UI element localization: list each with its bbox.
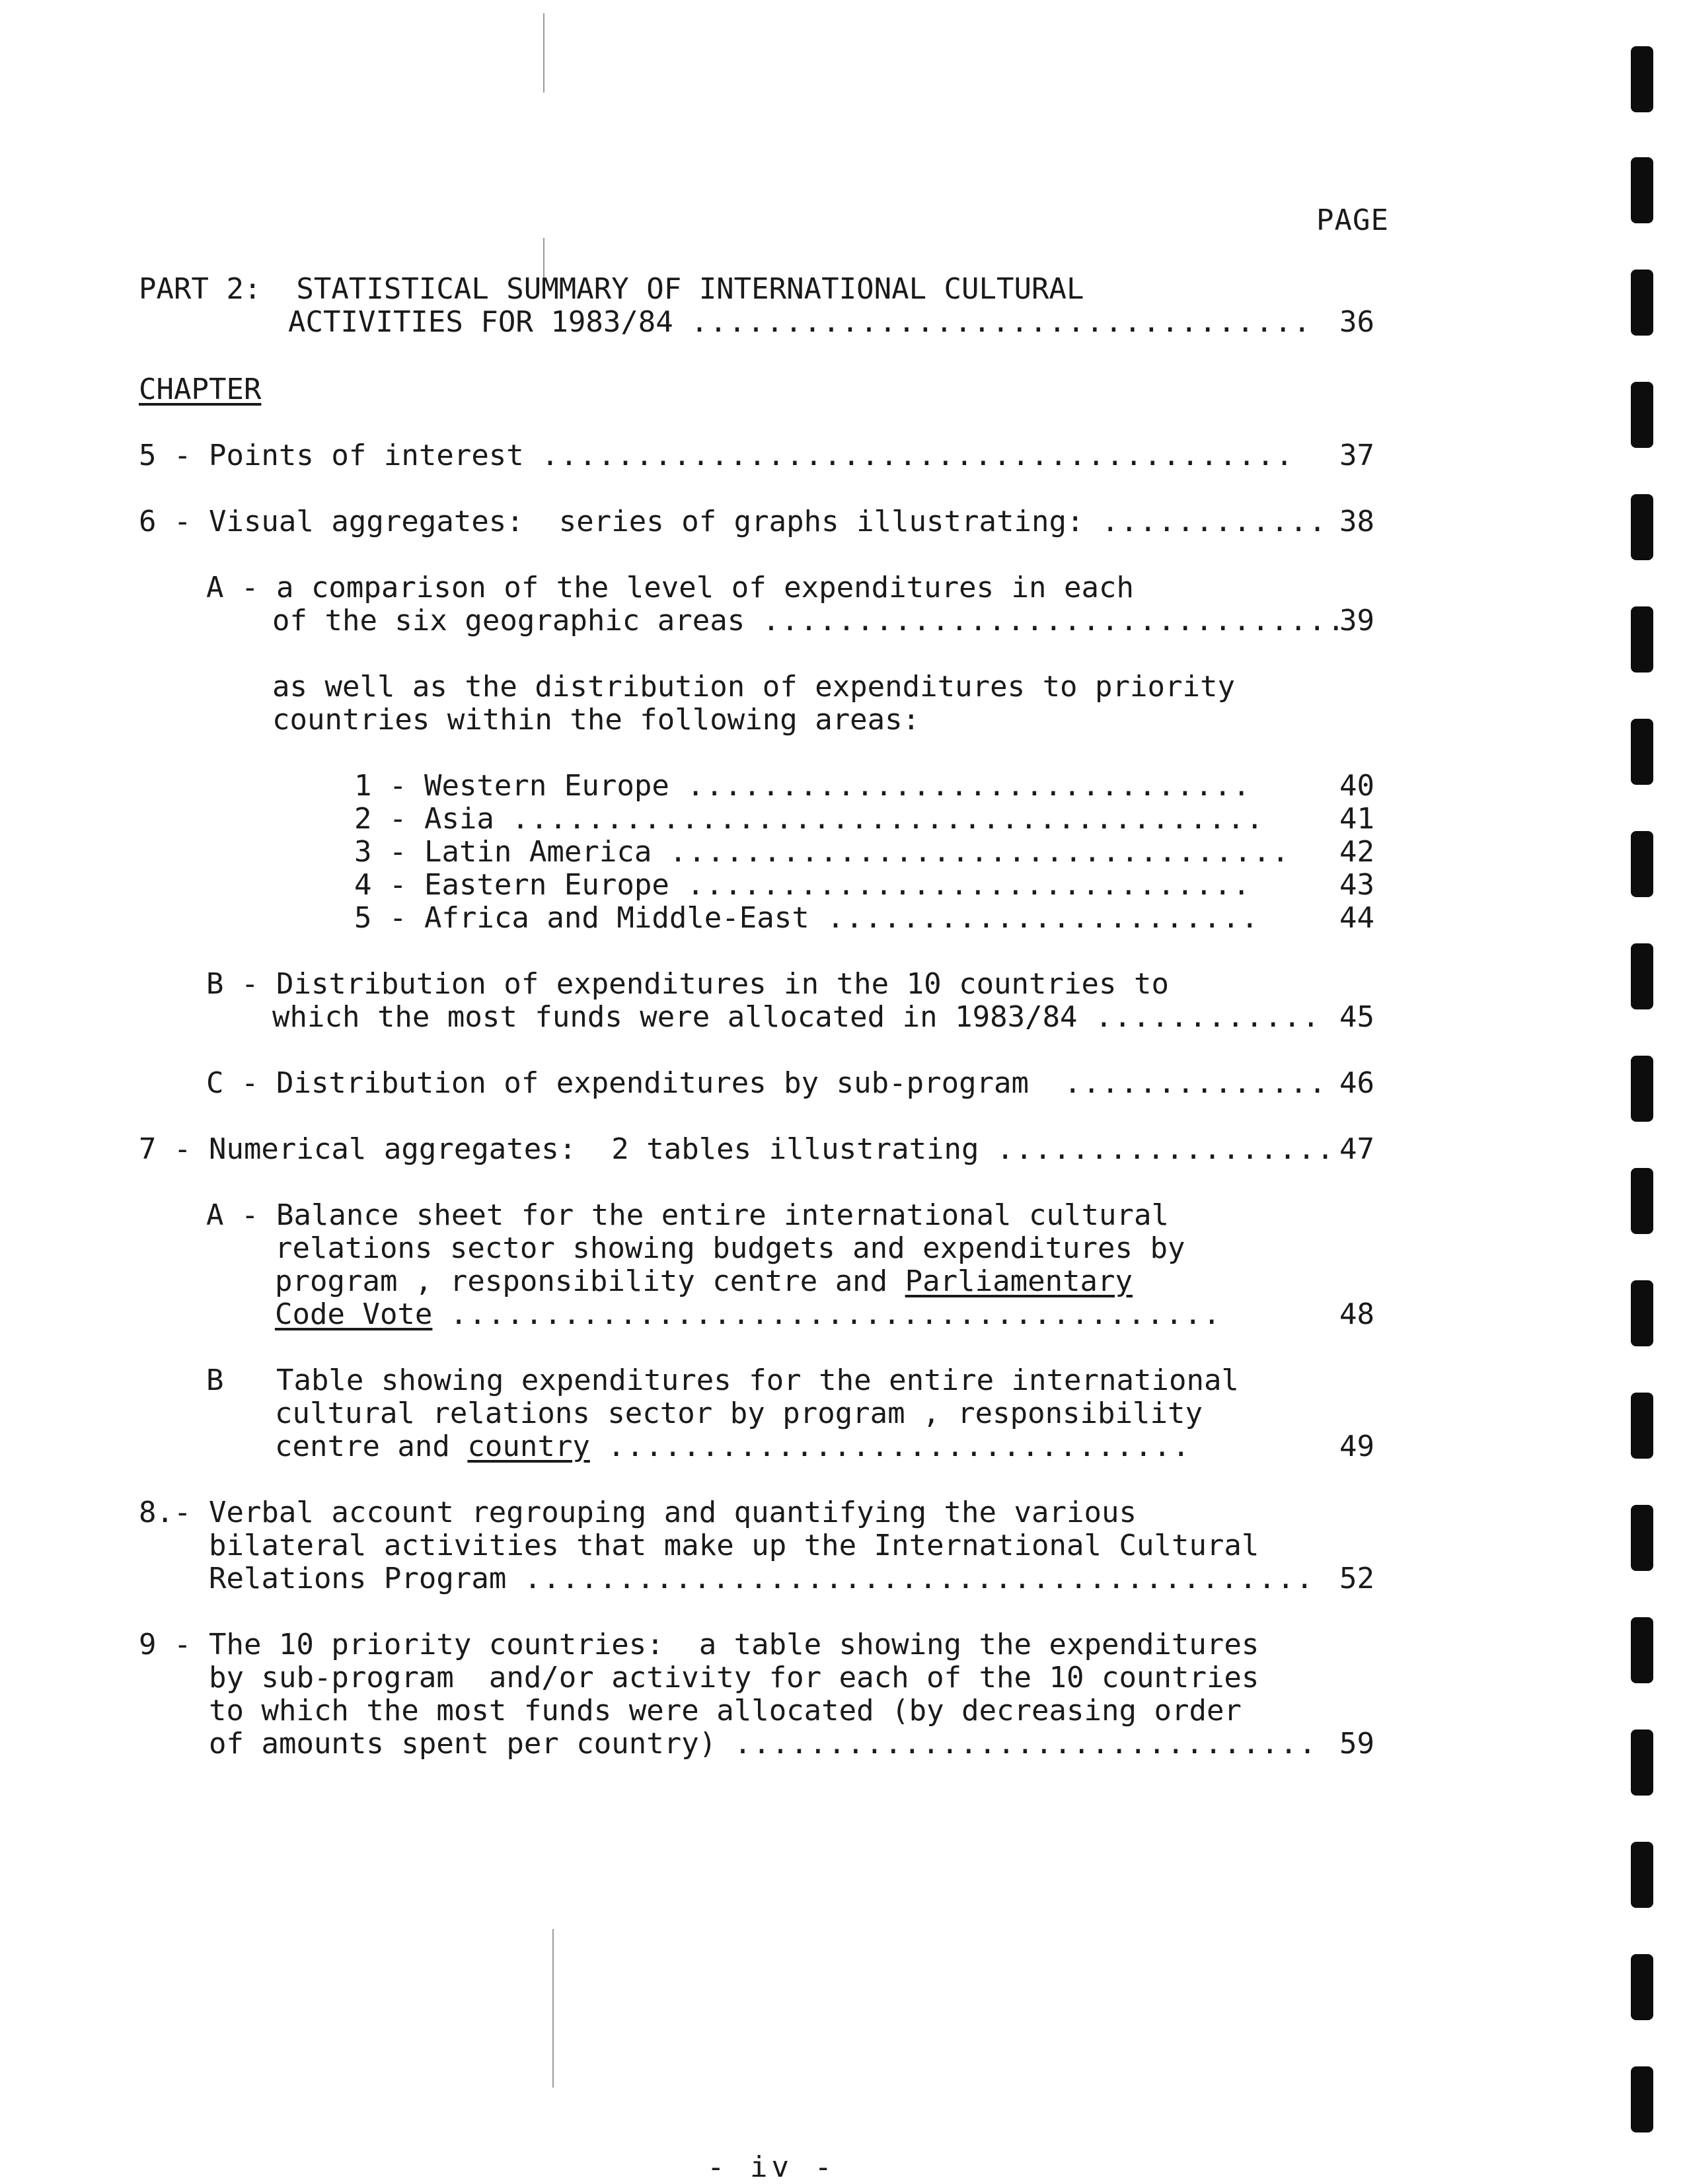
page-column-heading: PAGE: [1316, 203, 1389, 237]
binder-hole: [1631, 606, 1653, 673]
toc-subentry-line: which the most funds were allocated in 1983/84 ............: [272, 1000, 1321, 1034]
toc-page-number: 46: [1339, 1066, 1374, 1100]
toc-page-number: 45: [1339, 1000, 1374, 1034]
binder-hole: [1631, 46, 1653, 112]
toc-page-number: 44: [1339, 901, 1374, 935]
toc-page-number: 37: [1339, 439, 1374, 472]
binder-hole: [1631, 1505, 1653, 1571]
toc-area-entry: 5 - Africa and Middle-East .......................: [354, 901, 1260, 935]
toc-page-number: 48: [1339, 1297, 1374, 1331]
toc-subentry-line: B - Distribution of expenditures in the 10 countries to: [206, 967, 1169, 1001]
toc-entry: 9 - The 10 priority countries: a table showing the expenditures: [139, 1628, 1259, 1661]
toc-page-number: 59: [1339, 1727, 1374, 1761]
toc-subentry-line: centre and country ...............................: [275, 1430, 1191, 1463]
toc-subentry-line: B Table showing expenditures for the entire international: [206, 1364, 1239, 1397]
binder-hole: [1631, 270, 1653, 336]
toc-entry: 8.- Verbal account regrouping and quantifying the various: [139, 1496, 1137, 1529]
toc-page-number: 43: [1339, 868, 1374, 902]
binder-hole: [1631, 1729, 1653, 1796]
binder-hole: [1631, 1617, 1653, 1683]
toc-page-number: 41: [1339, 802, 1374, 836]
toc-subentry-line: cultural relations sector by program , responsibility: [275, 1397, 1203, 1430]
toc-page-number: 52: [1339, 1562, 1374, 1595]
toc-page-number: 49: [1339, 1430, 1374, 1463]
toc-subentry-line: countries within the following areas:: [272, 703, 920, 737]
toc-entry-line: Relations Program ..........................................: [209, 1562, 1315, 1595]
toc-page-number: 38: [1339, 505, 1374, 538]
binder-hole: [1631, 1393, 1653, 1459]
toc-subentry-line: relations sector showing budgets and expenditures by: [275, 1231, 1185, 1265]
parliamentary-underlined: Parliamentary: [905, 1264, 1133, 1298]
toc-subentry-line: program , responsibility centre and Parliamentary: [275, 1264, 1133, 1298]
binder-hole: [1631, 1280, 1653, 1346]
toc-area-entry: 4 - Eastern Europe ..............................: [354, 868, 1252, 902]
fold-mark: [543, 238, 544, 277]
binder-hole: [1631, 1954, 1653, 2020]
toc-entry-line: to which the most funds were allocated (by decreasing order: [209, 1694, 1242, 1728]
toc-page-number: 42: [1339, 835, 1374, 869]
toc-entry-line: bilateral activities that make up the International Cultural: [209, 1529, 1259, 1562]
binder-hole: [1631, 382, 1653, 448]
toc-page-number: 39: [1339, 604, 1374, 637]
binder-hole: [1631, 1842, 1653, 1908]
binder-holes: [1626, 0, 1665, 2183]
toc-subentry-line: Code Vote .........................................: [275, 1297, 1222, 1331]
toc-area-entry: 3 - Latin America .................................: [354, 835, 1291, 869]
binder-hole: [1631, 1168, 1653, 1234]
toc-entry: 7 - Numerical aggregates: 2 tables illustrating ..................: [139, 1132, 1335, 1166]
toc-page-number: 47: [1339, 1132, 1374, 1166]
fold-mark: [543, 13, 544, 92]
fold-mark: [552, 1929, 554, 2088]
toc-subentry-line: as well as the distribution of expenditures to priority: [272, 670, 1235, 704]
binder-hole: [1631, 494, 1653, 560]
toc-page-number: 40: [1339, 769, 1374, 803]
toc-subentry-line: A - Balance sheet for the entire international cultural: [206, 1198, 1169, 1232]
binder-hole: [1631, 831, 1653, 897]
toc-area-entry: 1 - Western Europe ..............................: [354, 769, 1252, 803]
toc-subentry-line: C - Distribution of expenditures by sub-program ..............: [206, 1066, 1328, 1100]
toc-entry: 5 - Points of interest ........................................: [139, 439, 1294, 472]
part-title-line-2: ACTIVITIES FOR 1983/84 .................................: [288, 305, 1312, 339]
binder-hole: [1631, 719, 1653, 785]
binder-hole: [1631, 2066, 1653, 2132]
toc-entry-line: by sub-program and/or activity for each of the 10 countries: [209, 1661, 1259, 1694]
binder-hole: [1631, 157, 1653, 223]
toc-entry-line: of amounts spent per country) ...............................: [209, 1727, 1318, 1761]
toc-area-entry: 2 - Asia ........................................: [354, 802, 1265, 836]
chapter-heading: CHAPTER: [139, 373, 262, 406]
binder-hole: [1631, 1056, 1653, 1122]
page-footer-number: - iv -: [707, 2150, 836, 2184]
toc-subentry-line: of the six geographic areas ...............................: [272, 604, 1346, 637]
part-title-line-1: PART 2: STATISTICAL SUMMARY OF INTERNATIONAL CULTURAL: [139, 272, 1084, 306]
toc-page-number: 36: [1339, 305, 1374, 339]
toc-entry: 6 - Visual aggregates: series of graphs illustrating: ............: [139, 505, 1328, 538]
toc-subentry-line: A - a comparison of the level of expenditures in each: [206, 571, 1134, 604]
binder-hole: [1631, 943, 1653, 1009]
